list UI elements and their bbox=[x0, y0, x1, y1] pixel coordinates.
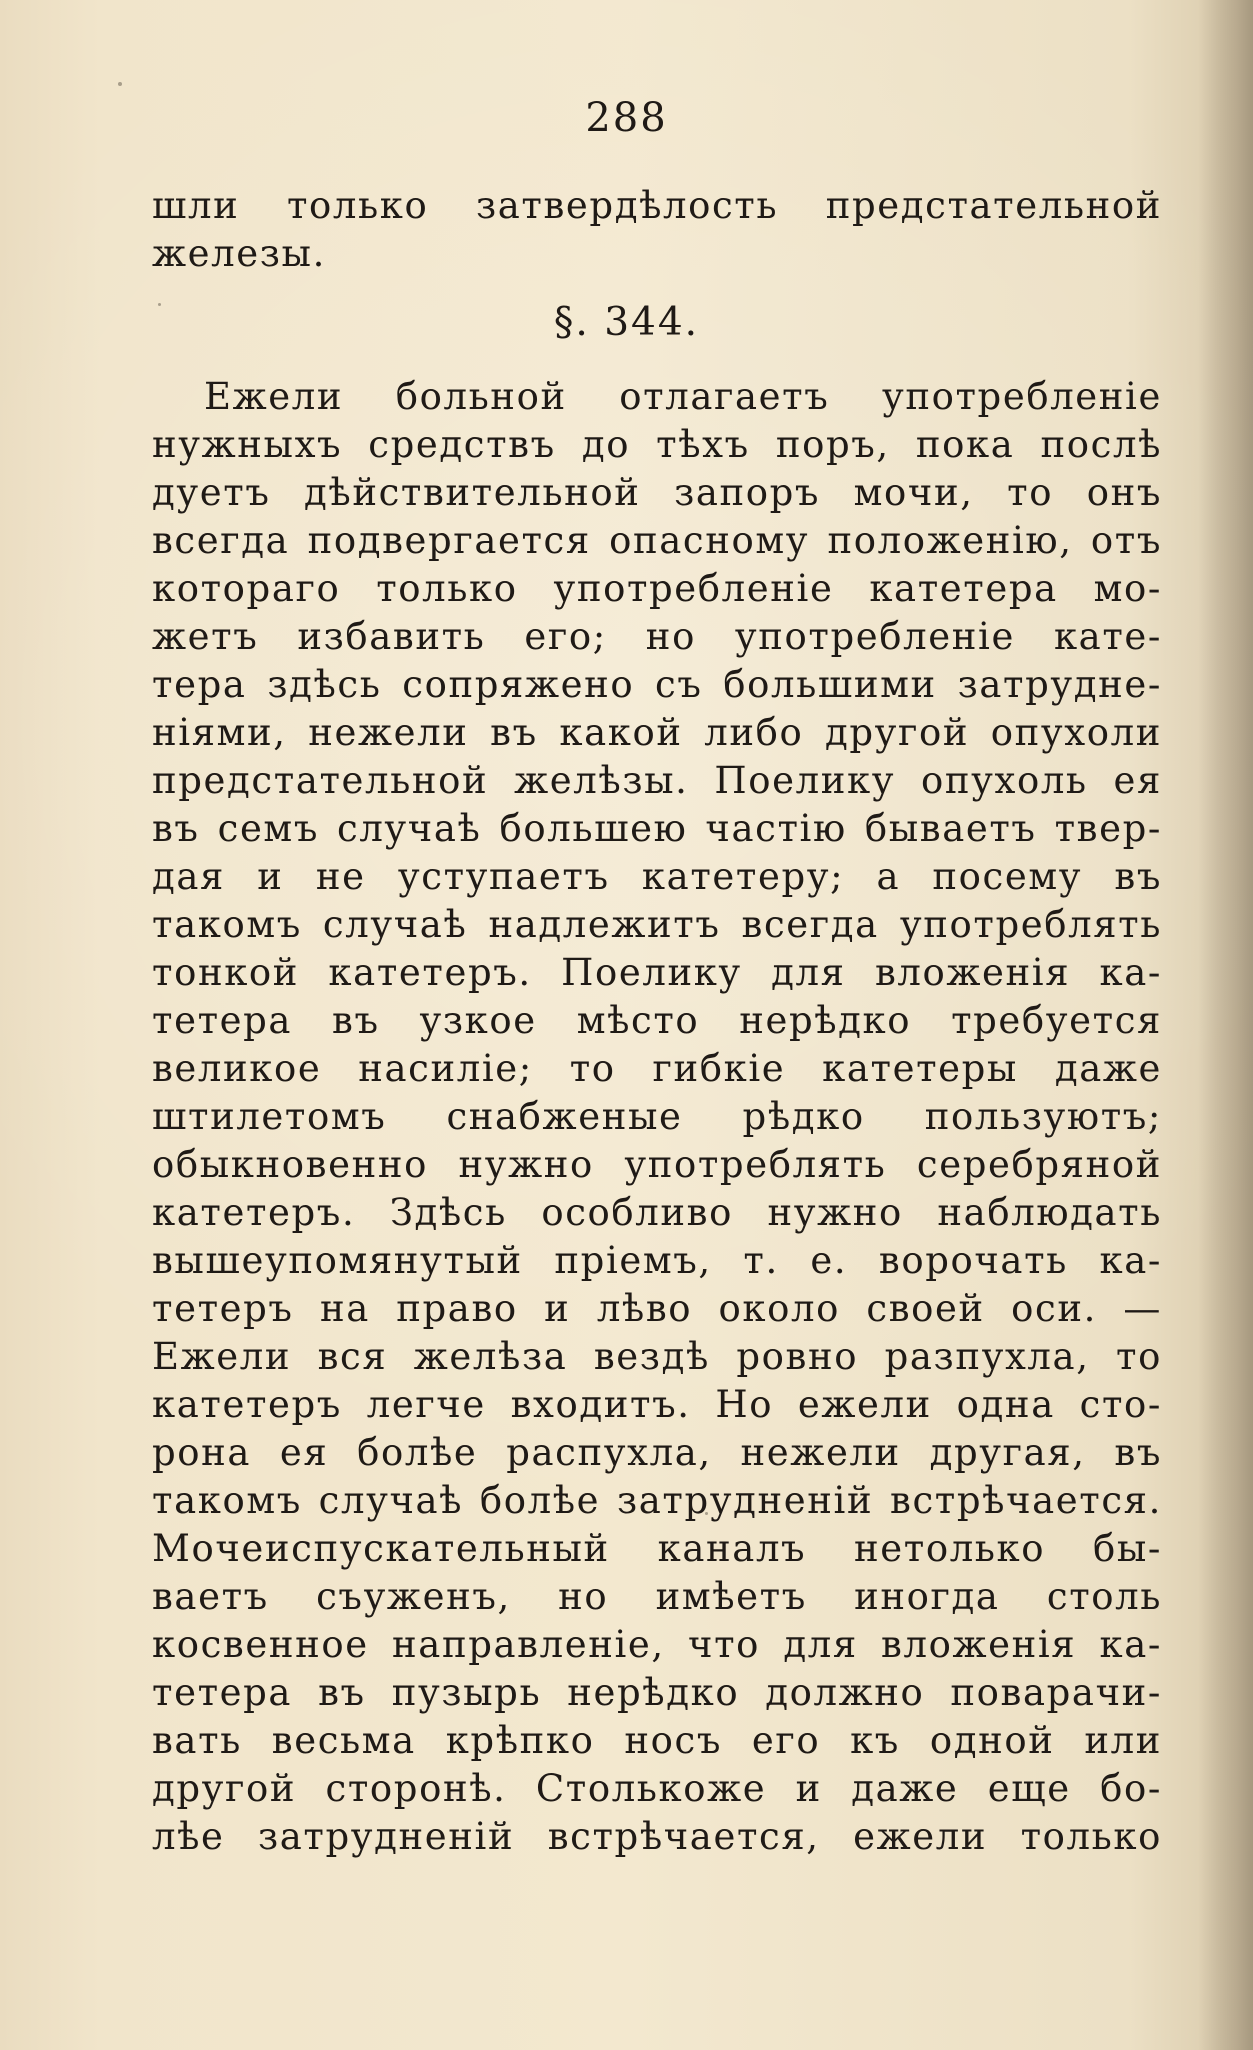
text-line: тера здѣсь сопряжено съ большими затрудне- bbox=[152, 663, 1162, 706]
text-line: вать весьма крѣпко носъ его къ одной или bbox=[152, 1719, 1162, 1762]
text-line: катетеръ. Здѣсь особливо нужно наблюдать bbox=[152, 1191, 1162, 1234]
text-line: шли только затвердѣлость предстательной bbox=[152, 184, 1162, 227]
text-line: железы. bbox=[152, 232, 326, 275]
text-line: тетера въ пузырь нерѣдко должно поварачи- bbox=[152, 1671, 1162, 1714]
page-number: 288 bbox=[585, 95, 668, 141]
text-line: Ежели больной отлагаетъ употребленіе bbox=[204, 375, 1162, 418]
text-line: ніями, нежели въ какой либо другой опухоли bbox=[152, 711, 1162, 754]
text-line: предстательной желѣзы. Поелику опухоль ея bbox=[152, 759, 1162, 802]
text-line: Ежели вся желѣза вездѣ ровно разпухла, то bbox=[152, 1335, 1162, 1378]
text-line: дуетъ дѣйствительной запоръ мочи, то онъ bbox=[152, 471, 1162, 514]
section-heading: §. 344. bbox=[553, 300, 700, 345]
text-line: всегда подвергается опасному положенію, отъ bbox=[152, 519, 1162, 562]
text-line: жетъ избавить его; но употребленіе кате- bbox=[152, 615, 1162, 658]
text-line: котораго только употребленіе катетера мо- bbox=[152, 567, 1162, 610]
text-line: великое насиліе; то гибкіе катетеры даже bbox=[152, 1047, 1162, 1090]
text-line: штилетомъ снабженые рѣдко пользуютъ; bbox=[152, 1095, 1162, 1138]
text-line: Мочеиспускательный каналъ нетолько бы- bbox=[152, 1527, 1162, 1570]
body-paragraph bbox=[152, 373, 1162, 1861]
text-line: такомъ случаѣ болѣе затрудненій встрѣчается. bbox=[152, 1479, 1162, 1522]
text-line: катетеръ легче входитъ. Но ежели одна сто- bbox=[152, 1383, 1162, 1426]
text-line: тетера въ узкое мѣсто нерѣдко требуется bbox=[152, 999, 1162, 1042]
text-line: тетеръ на право и лѣво около своей оси. — bbox=[152, 1287, 1162, 1330]
text-line: рона ея болѣе распухла, нежели другая, въ bbox=[152, 1431, 1162, 1474]
text-line: косвенное направленіе, что для вложенія ка- bbox=[152, 1623, 1162, 1666]
text-line: обыкновенно нужно употреблять серебряной bbox=[152, 1143, 1162, 1186]
text-line: тонкой катетеръ. Поелику для вложенія ка- bbox=[152, 951, 1162, 994]
text-line: лѣе затрудненій встрѣчается, ежели только bbox=[152, 1815, 1162, 1858]
text-line: въ семъ случаѣ большею частію бываетъ твер- bbox=[152, 807, 1162, 850]
text-line: дая и не уступаетъ катетеру; а посему въ bbox=[152, 855, 1162, 898]
intro-paragraph bbox=[152, 182, 1162, 278]
text-line: вышеупомянутый пріемъ, т. е. ворочать ка- bbox=[152, 1239, 1162, 1282]
paper-speck bbox=[118, 82, 122, 86]
text-line: другой сторонѣ. Столькоже и даже еще бо- bbox=[152, 1767, 1162, 1810]
text-line: нужныхъ средствъ до тѣхъ поръ, пока послѣ bbox=[152, 423, 1162, 466]
text-line: ваетъ съуженъ, но имѣетъ иногда столь bbox=[152, 1575, 1162, 1618]
text-line: такомъ случаѣ надлежитъ всегда употреблять bbox=[152, 903, 1162, 946]
